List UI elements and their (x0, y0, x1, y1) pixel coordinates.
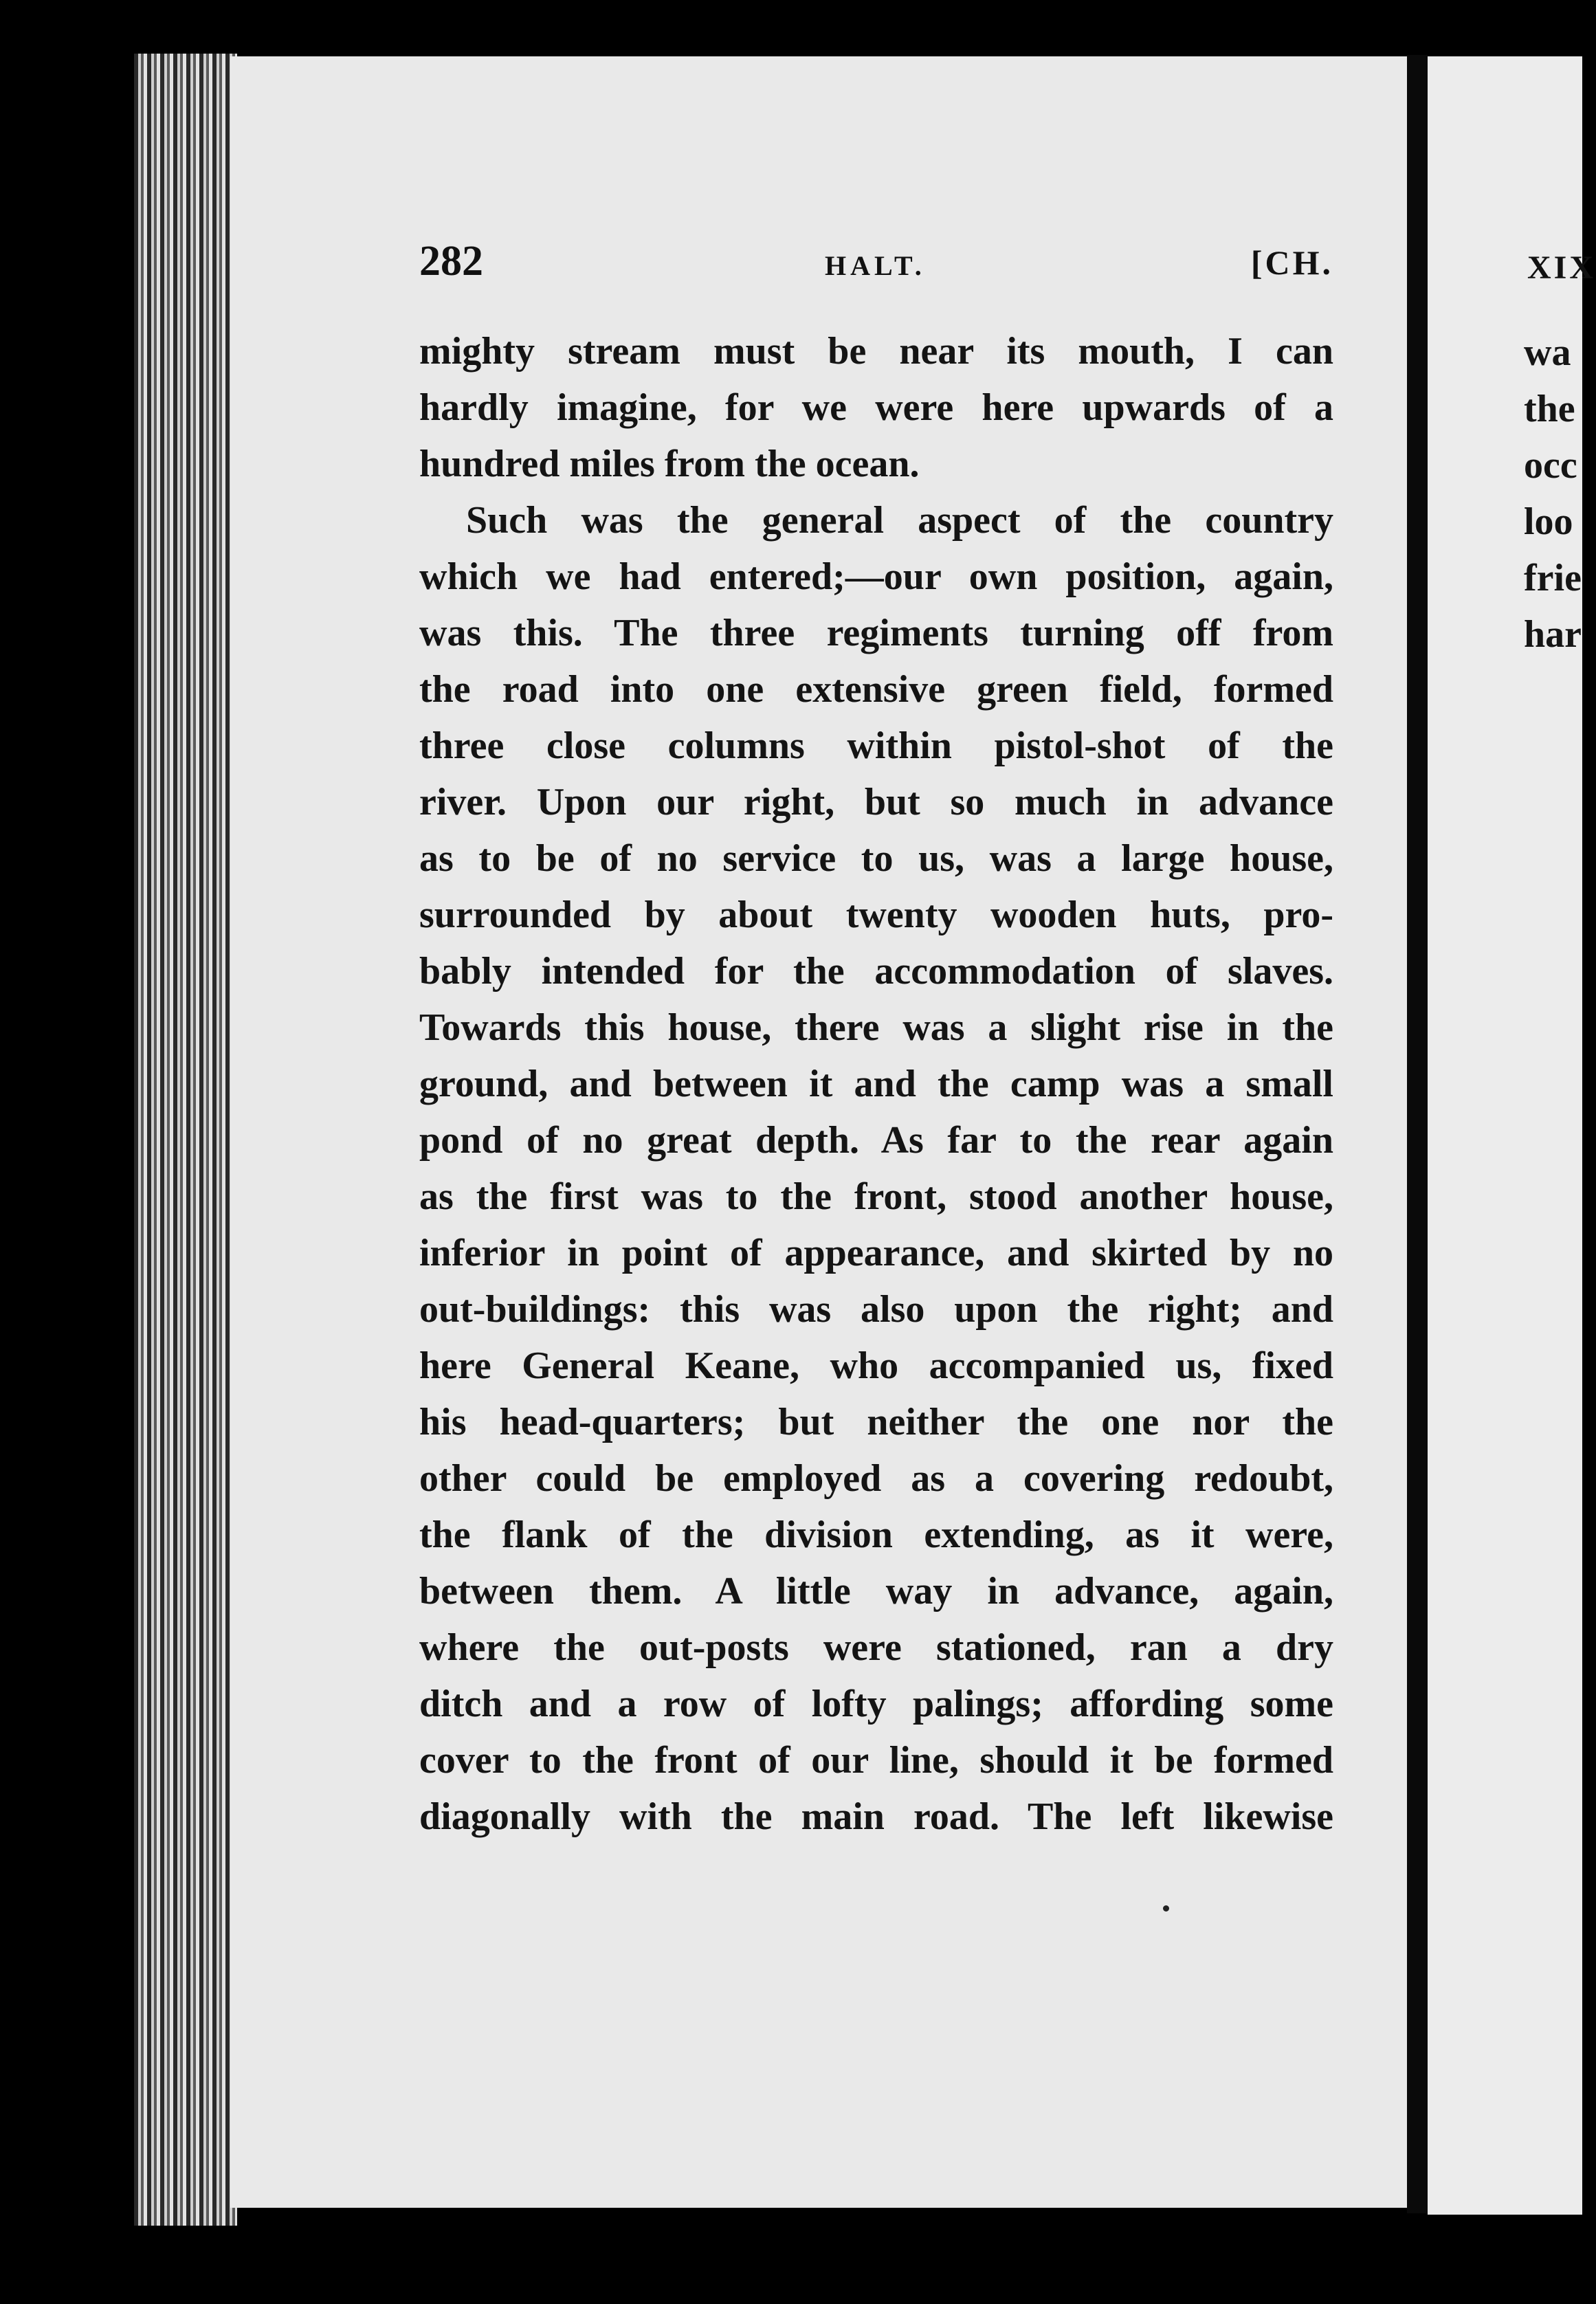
text-line: which we had entered;—our own position, again, (419, 555, 1333, 598)
text-line: diagonally with the main road. The left likewise (419, 1795, 1333, 1838)
text-line: Such was the general aspect of the country (466, 499, 1333, 542)
text-line: ditch and a row of lofty palings; affording some (419, 1683, 1333, 1725)
text-line: as to be of no service to us, was a large house, (419, 837, 1333, 880)
text-line: between them. A little way in advance, again, (419, 1570, 1333, 1613)
text-line: three close columns within pistol-shot of the (419, 724, 1333, 767)
facing-text-line: occ (1524, 444, 1577, 487)
text-line: out-buildings: this was also upon the right; and (419, 1288, 1333, 1331)
text-line: here General Keane, who accompanied us, fixed (419, 1344, 1333, 1387)
facing-text-line: har (1524, 613, 1582, 656)
page-number: 282 (419, 238, 483, 285)
text-line: cover to the front of our line, should it be formed (419, 1739, 1333, 1782)
text-line: his head-quarters; but neither the one nor the (419, 1401, 1333, 1443)
text-line: bably intended for the accommodation of slaves. (419, 950, 1333, 993)
text-line: Towards this house, there was a slight rise in the (419, 1006, 1333, 1049)
facing-text-line: frie (1524, 557, 1582, 599)
facing-text-line: wa (1524, 331, 1571, 374)
text-line: the road into one extensive green field, formed (419, 668, 1333, 711)
text-line: as the first was to the front, stood another house, (419, 1175, 1333, 1218)
ink-speck (1163, 1905, 1169, 1912)
text-line: pond of no great depth. As far to the rear again (419, 1119, 1333, 1162)
text-line: surrounded by about twenty wooden huts, pro- (419, 894, 1333, 936)
text-line: river. Upon our right, but so much in advance (419, 781, 1333, 823)
text-line: mighty stream must be near its mouth, I can (419, 330, 1333, 373)
facing-text (1524, 324, 1582, 663)
chapter-marker: [CH. (1250, 243, 1333, 282)
facing-text-line: the (1524, 388, 1575, 430)
facing-chapter-header: XIX (1527, 250, 1596, 286)
body-text (419, 323, 1333, 1845)
facing-text-line: loo (1524, 500, 1573, 543)
text-line: where the out-posts were stationed, ran a dry (419, 1626, 1333, 1669)
text-line: hundred miles from the ocean. (419, 443, 920, 485)
text-line: was this. The three regiments turning off from (419, 612, 1333, 654)
page-header (419, 237, 1333, 292)
text-line: ground, and between it and the camp was a small (419, 1063, 1333, 1105)
text-line: inferior in point of appearance, and skirted by no (419, 1232, 1333, 1274)
text-line: hardly imagine, for we were here upwards of a (419, 386, 1333, 429)
text-line: the flank of the division extending, as it were, (419, 1514, 1333, 1556)
book-gutter (1407, 55, 1428, 2213)
right-page (1428, 56, 1596, 2215)
page-edges (134, 54, 237, 2226)
running-head: HALT. (825, 250, 926, 281)
text-line: other could be employed as a covering redoubt, (419, 1457, 1333, 1500)
